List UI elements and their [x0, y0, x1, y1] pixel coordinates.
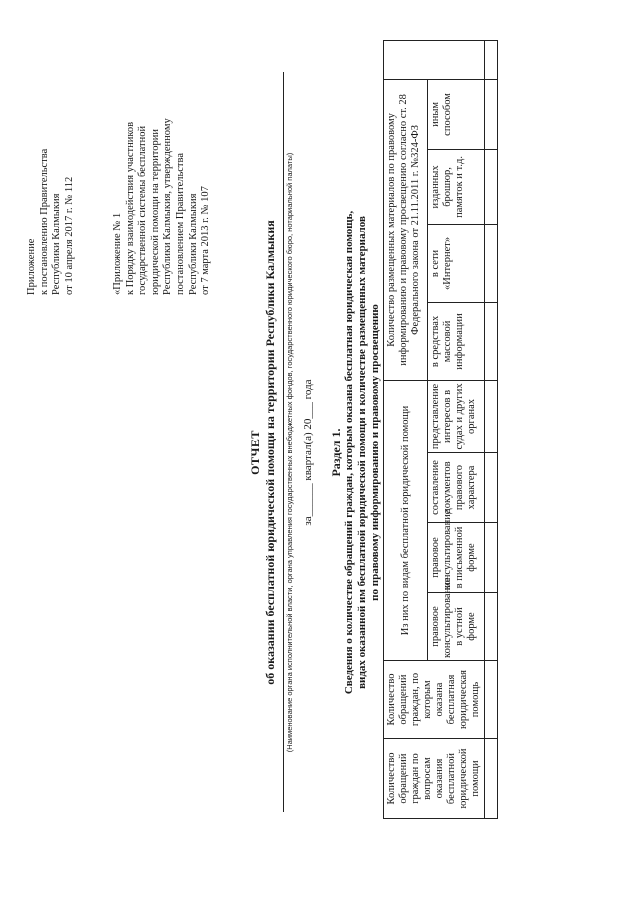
annex-line: юридической помощи на территории — [149, 129, 161, 295]
table-cell — [485, 79, 498, 149]
section-title-line: Сведения о количестве обращений граждан, которым оказана бесплатная юридическая помощь, — [343, 210, 355, 695]
section-title-line: видах оказанной им бесплатной юридической помощи и количестве размещенных материалов — [356, 216, 368, 689]
header-group-materials: Количество размещенных материалов по правовому информированию и правовому просвещению согласно ст. 28 Федерального закона от 21.11.2011 г. №324-ФЗ — [384, 79, 428, 380]
header-cell-assisted: Количество обращений граждан, по которым оказана бесплатная юридическая помощь — [384, 661, 485, 739]
table-cell — [485, 453, 498, 523]
table-cell — [485, 661, 498, 739]
annex-line: к Порядку взаимодействия участников — [124, 121, 136, 295]
annex-line: Республики Калмыкия, утвержденному — [162, 118, 174, 295]
organization-name-line — [283, 72, 284, 812]
header-cell-extra — [384, 40, 485, 79]
header-subcell: составление документов правового характера — [428, 453, 485, 523]
section-heading: Раздел 1. — [329, 428, 343, 477]
table-cell — [485, 380, 498, 452]
header-subcell: в сети «Интернет» — [428, 224, 485, 302]
header-subcell: изданных брошюр, памяток и т.д. — [428, 149, 485, 224]
annex-line: постановлением Правительства — [174, 152, 186, 295]
annex-line: Республики Калмыкия — [187, 193, 199, 295]
header-cell-requests: Количество обращений граждан по вопросам оказания бесплатной юридической помощи — [384, 739, 485, 819]
header-subcell: в средствах массовой информации — [428, 302, 485, 380]
report-table — [383, 40, 498, 819]
annex-block — [26, 55, 76, 295]
annex-line: от 7 марта 2013 г. № 107 — [200, 186, 212, 295]
table-cell — [485, 149, 498, 224]
header-subcell: правовое консультирование в устной форме — [428, 593, 485, 661]
annex-line: к постановлению Правительства — [38, 148, 50, 295]
annex-line: Приложение — [26, 238, 37, 295]
table-cell — [485, 523, 498, 593]
table-cell — [485, 593, 498, 661]
table-cell — [485, 40, 498, 79]
table-cell — [485, 302, 498, 380]
annex-line: «Приложение № 1 — [112, 212, 123, 295]
report-title: ОТЧЕТ — [248, 430, 262, 475]
report-period: за______ квартал(а) 20___ года — [302, 379, 314, 526]
organization-note: (Наименование органа исполнительной власти, органа управления государственных внебюджетных фондов, государственного юридического бюро, нотариальной палаты) — [285, 152, 294, 753]
header-subcell: правовое консультирование в письменной форме — [428, 523, 485, 593]
report-subtitle: об оказании бесплатной юридической помощи на территории Республики Калмыкия — [263, 220, 277, 685]
annex-line: Республики Калмыкия — [51, 193, 63, 295]
header-subcell: иным способом — [428, 79, 485, 149]
header-subcell: представление интересов в судах и других органах — [428, 380, 485, 452]
annex-line: государственной системы бесплатной — [137, 125, 149, 295]
annex-reference-block — [112, 15, 213, 295]
table-cell — [485, 224, 498, 302]
header-group-assistance-types: Из них по видам бесплатной юридической помощи — [384, 380, 428, 660]
annex-line: от 10 апреля 2017 г. № 112 — [63, 176, 75, 295]
table-cell — [485, 739, 498, 819]
section-title-line: по правовому информированию и правовому просвещению — [369, 304, 381, 601]
